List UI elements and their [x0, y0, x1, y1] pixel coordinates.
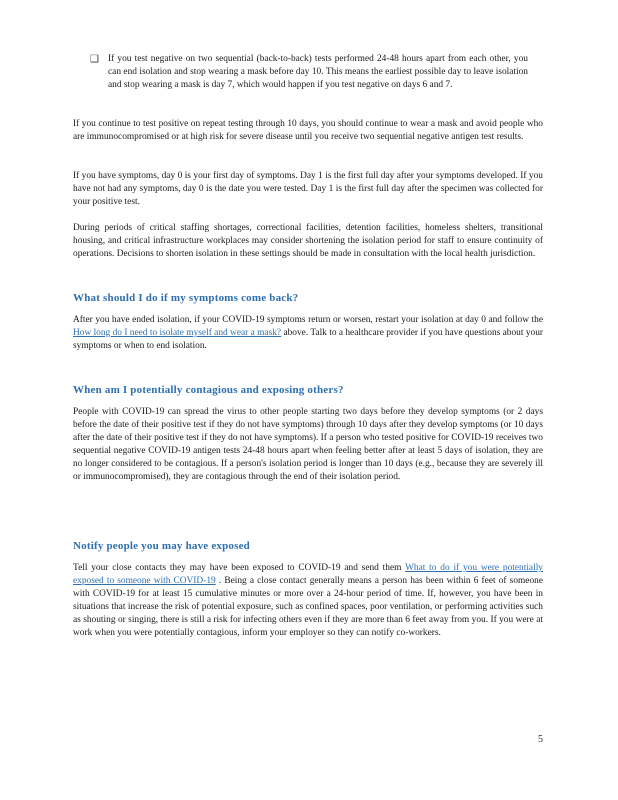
paragraph-staffing-shortages: During periods of critical staffing shortages, correctional facilities, detention facilities, homeless shelters, transitional housing, and critical infrastructure workplaces may consider shortening the isolation period for staff to ensure continuity of operations. Decisions to shorten isolation in these settings should be made in consultation with the local health jurisdiction.	[73, 223, 543, 259]
bullet-item	[90, 53, 530, 92]
bullet-text: If you test negative on two sequential (back-to-back) tests performed 24-48 hours apart from each other, you can end isolation and stop wearing a mask before day 10. This means the earliest possible day to leave isolation and stop wearing a mask is day 7, which would happen if you test negative on days 6 and 7.	[108, 54, 528, 90]
heading-contagious: When am I potentially contagious and exposing others?	[73, 384, 344, 396]
paragraph-contagious: People with COVID-19 can spread the virus to other people starting two days before they develop symptoms (or 2 days before the date of their positive test if they do not have symptoms) through 10 days after they develop symptoms (or 10 days after the date of their positive test if they do not have symptoms). If a person who tested positive for COVID-19 receives two sequential negative COVID-19 antigen tests 24-48 hours apart when feeling better after at least 5 days of isolation, they are no longer considered to be contagious. If a person's isolation period is longer than 10 days (e.g., because they are severely ill or immunocompromised), they are contagious through the end of their isolation period.	[73, 407, 543, 482]
checkbox-bullet-icon: ❑	[90, 54, 99, 65]
symptoms-text-after: above. Talk to a healthcare provider if you have questions about your symptoms or when to end isolation.	[73, 328, 544, 351]
paragraph-notify-exposed	[73, 562, 543, 640]
paragraph-day-zero: If you have symptoms, day 0 is your first day of symptoms. Day 1 is the first full day after your symptoms developed. If you have not had any symptoms, day 0 is the date you were tested. Day 1 is the first full day after the specimen was collected for your positive test.	[73, 171, 543, 207]
notify-text-after: . Being a close contact generally means a person has been within 6 feet of someone with COVID-19 for at least 15 cumulative minutes or more over a 24-hour period of time. If, however, you have been in situations that increase the risk of potential exposure, such as confined spaces, poor ventilation, or performing activities such as shouting or singing, there is still a risk for infecting others even if they are more than 6 feet away from you. If you were at work when you were potentially contagious, inform your employer so they can notify co-workers.	[73, 576, 543, 638]
heading-symptoms-return: What should I do if my symptoms come back?	[73, 292, 299, 304]
exposure-guidance-link[interactable]: What to do if you were potentially exposed to someone with COVID-19	[73, 563, 543, 586]
heading-notify-exposed: Notify people you may have exposed	[73, 540, 250, 552]
paragraph-continue-testing: If you continue to test positive on repeat testing through 10 days, you should continue to wear a mask and avoid people who are immunocompromised or at high risk for severe disease until you receive two sequential negative antigen test results.	[73, 119, 543, 142]
symptoms-text-before: After you have ended isolation, if your COVID-19 symptoms return or worsen, restart your isolation at day 0 and follow the	[73, 315, 543, 325]
page-number: 5	[538, 734, 543, 745]
paragraph-symptoms-return	[73, 314, 543, 353]
isolation-duration-link[interactable]: How long do I need to isolate myself and wear a mask?	[73, 328, 282, 338]
notify-text-before: Tell your close contacts they may have been exposed to COVID-19 and send them	[73, 563, 402, 573]
